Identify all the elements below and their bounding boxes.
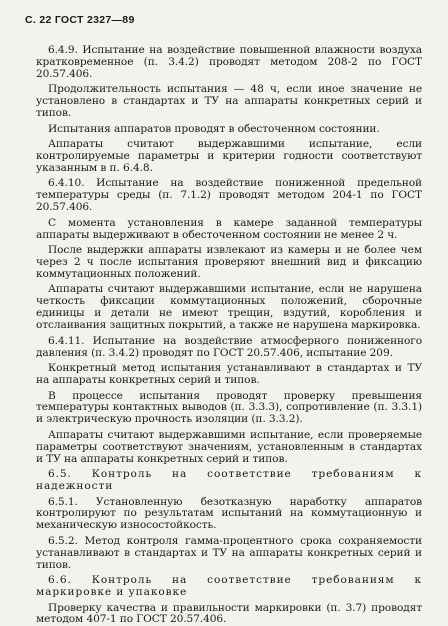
- paragraph-6-4-9: 6.4.9. Испытание на воздействие повышенной влажности воздуха кратковременное (п. 3.4.2) проводят методом 208-2 по ГОСТ 20.57.406.: [36, 44, 422, 80]
- paragraph-deenergized: Испытания аппаратов проводят в обесточенном состоянии.: [48, 122, 380, 135]
- paragraph-after-exposure: После выдержки аппараты извлекают из камеры и не более чем через 2 ч после испытания проверяют внешний вид и фиксацию коммутационных положений.: [36, 244, 422, 280]
- paragraph-pass-criteria: Аппараты считают выдержавшими испытание, если не нарушена четкость фиксации коммутационных положений, сборочные единицы и детали не имеют трещин, вздутий, коробления и отслаивания защитных покрытий, а также не нарушена маркировка.: [36, 283, 422, 332]
- page-header: С. 22 ГОСТ 2327—89: [25, 14, 135, 26]
- paragraph-specific-method: Конкретный метод испытания устанавливают в стандартах и ТУ на аппараты конкретных серий и типов.: [36, 362, 422, 386]
- paragraph-temperature-rise: В процессе испытания проводят проверку превышения температуры контактных выводов (п. 3.3.3), сопротивление (п. 3.3.1) и электрическую прочность изоляции (п. 3.3.2).: [36, 389, 422, 426]
- paragraph-chamber-temp: С момента установления в камере заданной температуры аппараты выдерживают в обесточенном состоянии не менее 2 ч.: [36, 216, 422, 241]
- paragraph-6-4-10: 6.4.10. Испытание на воздействие пониженной предельной температуры среды (п. 7.1.2) проводят методом 204-1 по ГОСТ 20.57.406.: [36, 177, 422, 214]
- paragraph-criteria: Аппараты считают выдержавшими испытание, если контролируемые параметры и критерии годности соответствуют указанным в п. 6.4.8.: [36, 138, 422, 174]
- paragraph-marking-check: Проверку качества и правильности маркировки (п. 3.7) проводят методом 407-1 по ГОСТ 20.57.406.: [36, 601, 422, 626]
- section-heading-6-6: 6.6. Контроль на соответствие требованиям к маркировке и упаковке: [36, 574, 422, 599]
- paragraph-pass-values: Аппараты считают выдержавшими испытание, если проверяемые параметры соответствуют значениям, установленным в стандартах и ТУ на аппараты конкретных серий и типов.: [36, 428, 422, 465]
- paragraph-duration: Продолжительность испытания — 48 ч, если иное значение не установлено в стандартах и ТУ на аппараты конкретных серий и типов.: [36, 83, 422, 120]
- section-heading-6-5: 6.5. Контроль на соответствие требованиям к надежности: [36, 468, 422, 493]
- paragraph-6-5-2: 6.5.2. Метод контроля гамма-процентного срока сохраняемости устанавливают в стандартах и ТУ на аппараты конкретных серий и типов.: [36, 534, 422, 571]
- paragraph-6-4-11: 6.4.11. Испытание на воздействие атмосферного пониженного давления (п. 3.4.2) проводят по ГОСТ 20.57.406, испытание 209.: [36, 334, 422, 359]
- paragraph-6-5-1: 6.5.1. Установленную безотказную наработку аппаратов контролируют по результатам испытаний на коммутационную и механическую износостойкость.: [36, 495, 422, 532]
